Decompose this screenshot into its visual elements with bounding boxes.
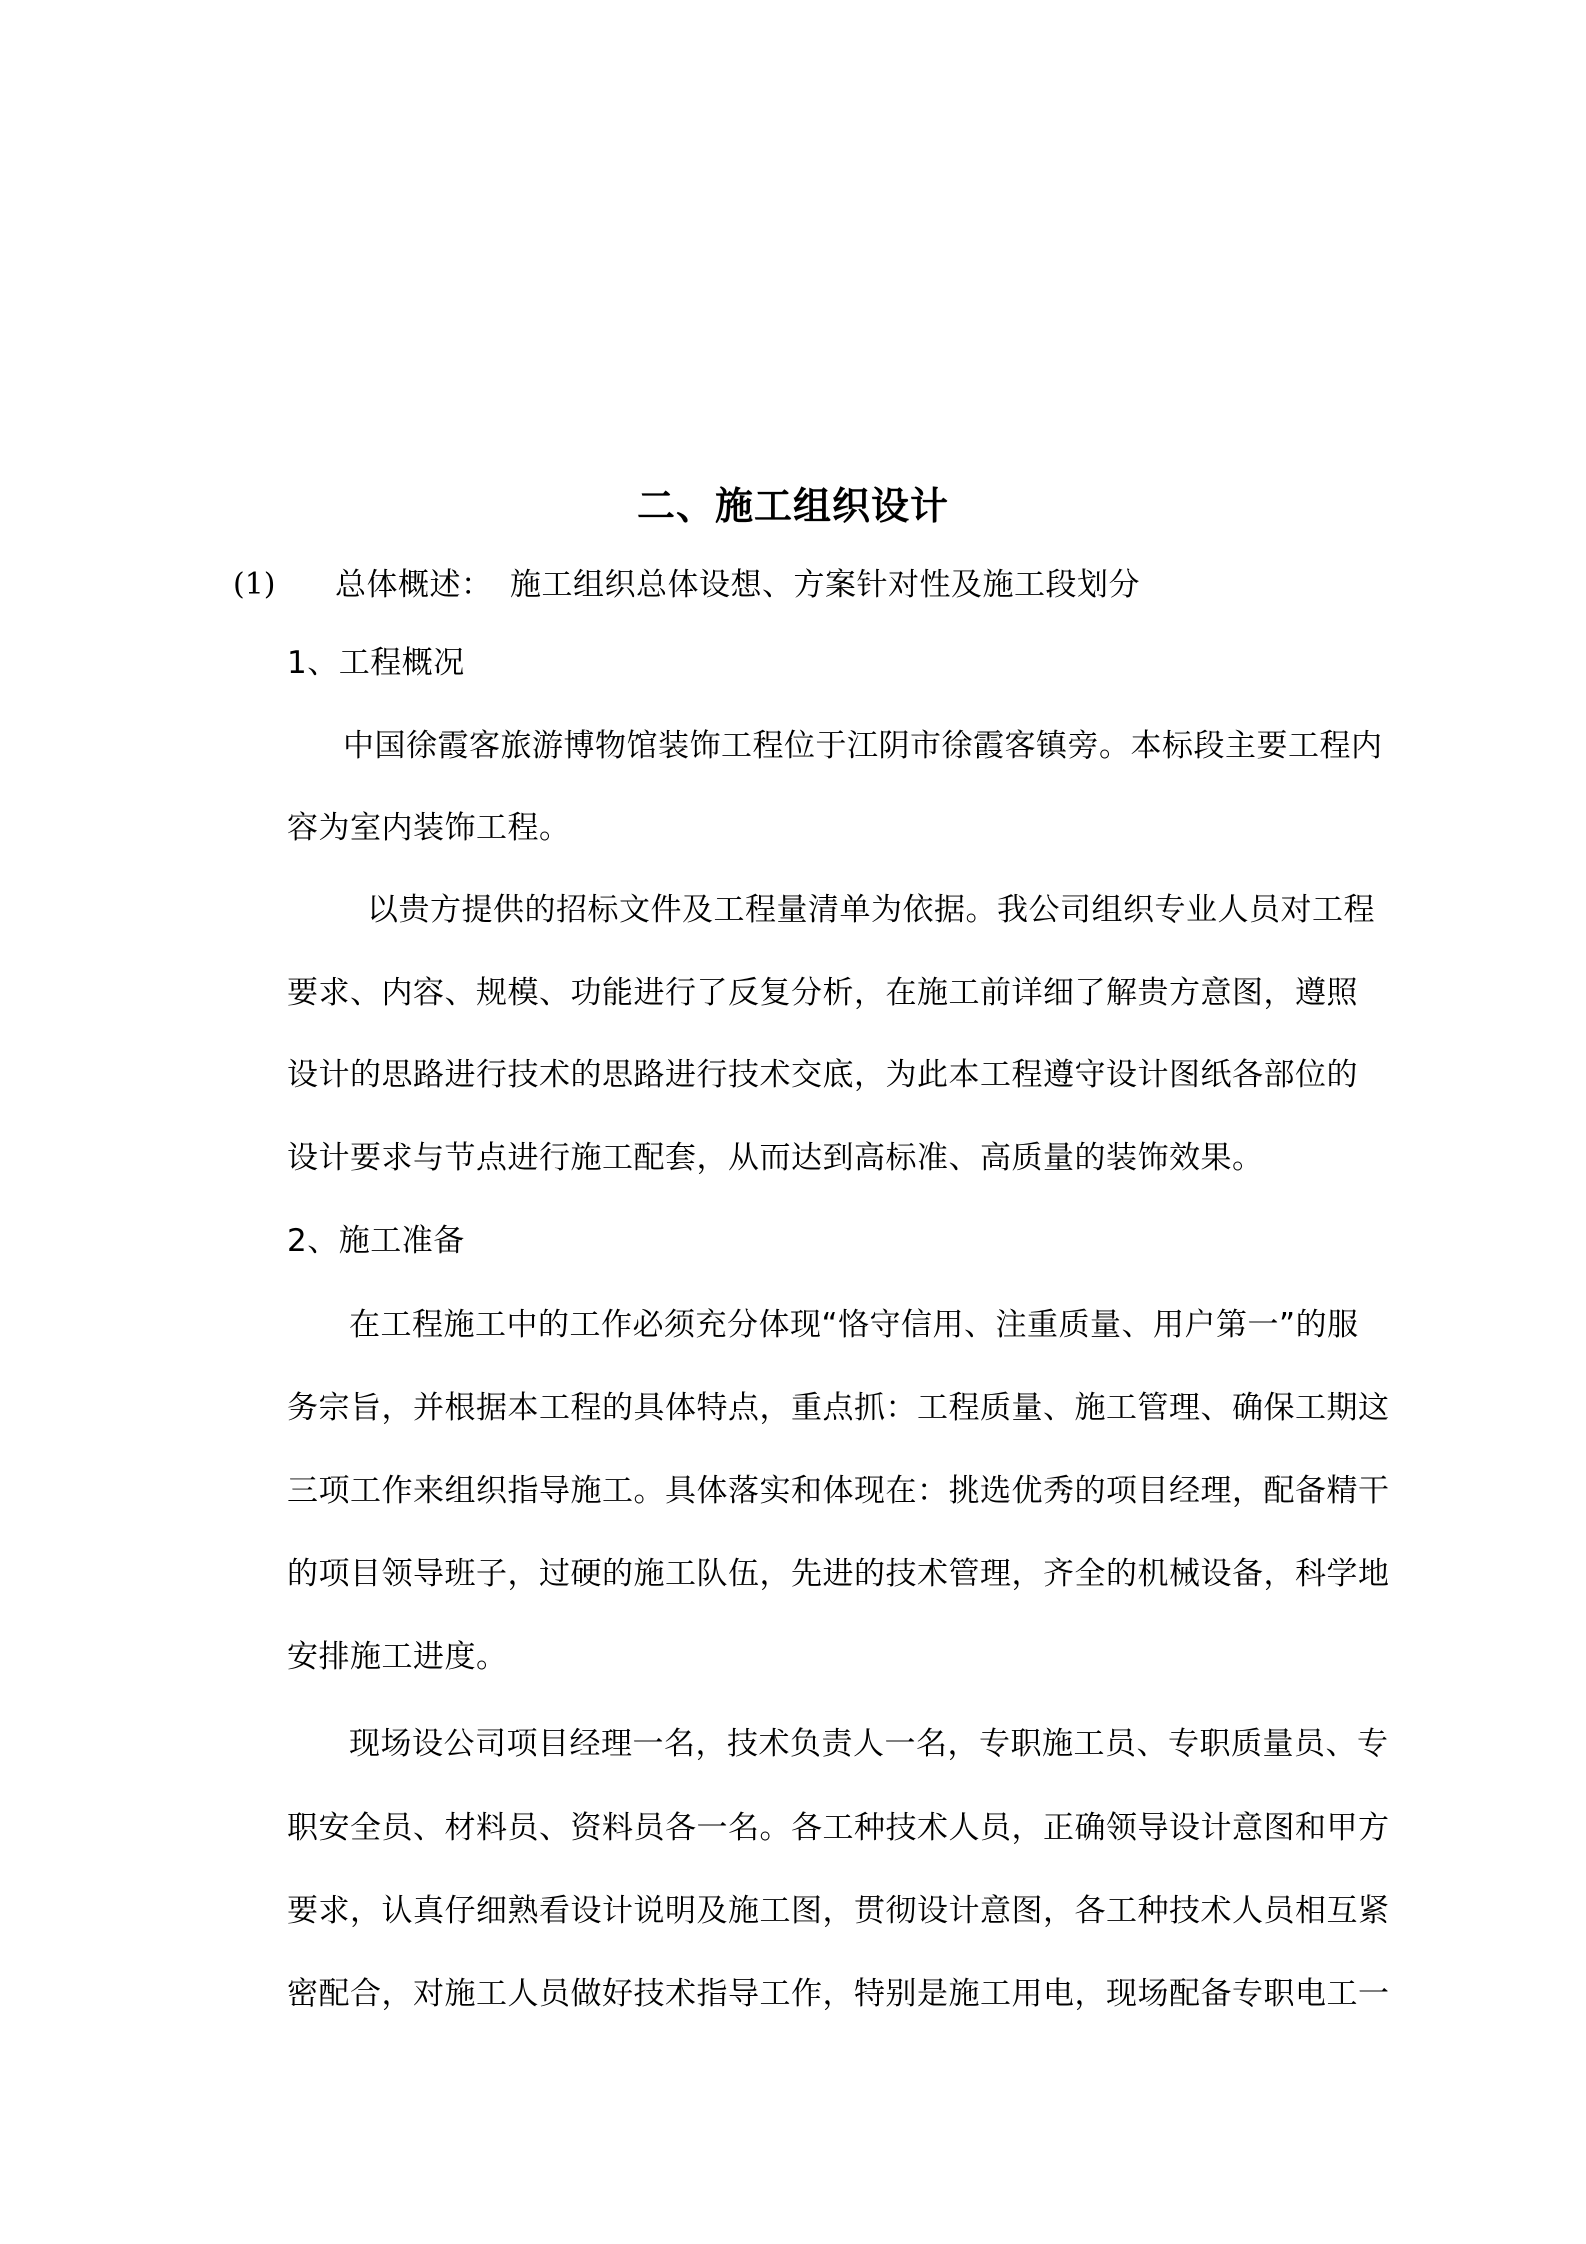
paragraph-line: 容为室内装饰工程。 (287, 810, 571, 846)
section-label: 总体概述： (335, 567, 493, 603)
paragraph-line: 在工程施工中的工作必须充分体现“恪守信用、注重质量、用户第一”的服 (349, 1307, 1359, 1343)
paragraph-line: 以贵方提供的招标文件及工程量清单为依据。我公司组织专业人员对工程 (367, 892, 1375, 928)
page-title: 二、施工组织设计 (636, 484, 949, 528)
paragraph-line: 安排施工进度。 (287, 1639, 508, 1675)
heading-project-overview: 1、工程概况 (287, 645, 465, 681)
heading-construction-preparation: 2、施工准备 (287, 1223, 465, 1259)
paragraph-line: 职安全员、材料员、资料员各一名。各工种技术人员，正确领导设计意图和甲方 (287, 1810, 1390, 1846)
paragraph-line: 要求，认真仔细熟看设计说明及施工图，贯彻设计意图，各工种技术人员相互紧 (287, 1893, 1390, 1929)
paragraph-line: 设计的思路进行技术的思路进行技术交底，为此本工程遵守设计图纸各部位的 (287, 1057, 1358, 1093)
paragraph-line: 设计要求与节点进行施工配套，从而达到高标准、高质量的装饰效果。 (287, 1140, 1264, 1176)
paragraph-line: 务宗旨，并根据本工程的具体特点，重点抓：工程质量、施工管理、确保工期这 (287, 1390, 1390, 1426)
paragraph-line: 现场设公司项目经理一名，技术负责人一名，专职施工员、专职质量员、专 (349, 1726, 1389, 1762)
section-description: 施工组织总体设想、方案针对性及施工段划分 (510, 567, 1140, 603)
paragraph-line: 三项工作来组织指导施工。具体落实和体现在：挑选优秀的项目经理，配备精干 (287, 1473, 1390, 1509)
paragraph-line: 要求、内容、规模、功能进行了反复分析，在施工前详细了解贵方意图，遵照 (287, 975, 1358, 1011)
paragraph-line: 中国徐霞客旅游博物馆装饰工程位于江阴市徐霞客镇旁。本标段主要工程内 (343, 728, 1383, 764)
section-number: (1) (233, 567, 276, 602)
paragraph-line: 的项目领导班子，过硬的施工队伍，先进的技术管理，齐全的机械设备，科学地 (287, 1556, 1390, 1592)
paragraph-line: 密配合，对施工人员做好技术指导工作，特别是施工用电，现场配备专职电工一 (287, 1976, 1390, 2012)
